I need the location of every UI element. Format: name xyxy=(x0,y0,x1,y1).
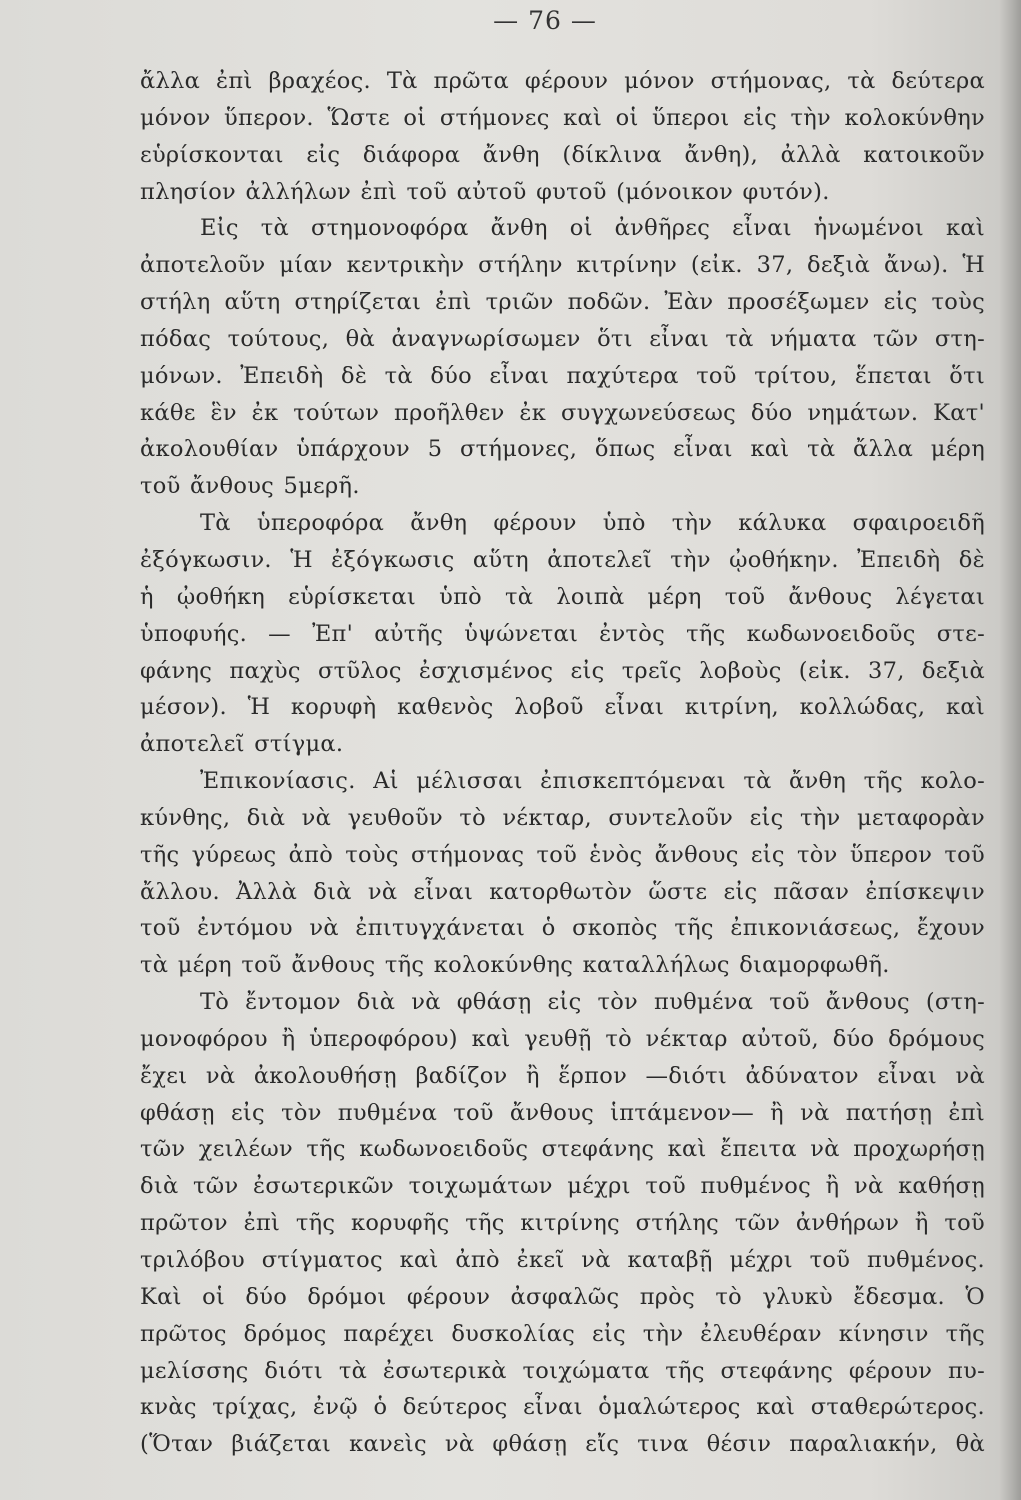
text-line: μονοφόρου ἢ ὑπεροφόρου) καὶ γευθῇ τὸ νέκταρ αὐτοῦ, δύο δρόμους xyxy=(140,1025,985,1052)
text-line: στήλη αὕτη στηρίζεται ἐπὶ τριῶν ποδῶν. Ἐὰν προσέξωμεν εἰς τοὺς xyxy=(140,289,985,316)
text-line: τριλόβου στίγματος καὶ ἀπὸ ἐκεῖ νὰ καταβῇ μέχρι τοῦ πυθμένος. xyxy=(140,1247,985,1273)
text-line: ἀκολουθίαν ὑπάρχουν 5 στήμονες, ὅπως εἶναι καὶ τὰ ἄλλα μέρη xyxy=(140,436,985,463)
text-line: πρῶτον ἐπὶ τῆς κορυφῆς τῆς κιτρίνης στήλης τῶν ἀνθήρων ἢ τοῦ xyxy=(140,1210,985,1237)
spine-shadow xyxy=(999,0,1021,1500)
text-line: Τὸ ἔντομον διὰ νὰ φθάσῃ εἰς τὸν πυθμένα τοῦ ἄνθους (στη- xyxy=(200,989,985,1016)
text-line: τῶν χειλέων τῆς κωδωνοειδοῦς στεφάνης καὶ ἔπειτα νὰ προχωρήσῃ xyxy=(140,1136,985,1163)
text-line: κύνθης, διὰ νὰ γευθοῦν τὸ νέκταρ, συντελοῦν εἰς τὴν μεταφορὰν xyxy=(140,804,985,831)
text-line: ἀποτελοῦν μίαν κεντρικὴν στήλην κιτρίνην (εἰκ. 37, δεξιὰ ἄνω). Ἡ xyxy=(140,252,985,279)
text-line: τὰ μέρη τοῦ ἄνθους τῆς κολοκύνθης καταλλήλως διαμορφωθῆ. xyxy=(140,952,890,979)
text-line: Τὰ ὑπεροφόρα ἄνθη φέρουν ὑπὸ τὴν κάλυκα σφαιροειδῆ xyxy=(200,510,985,537)
text-line: ἄλλου. Ἀλλὰ διὰ νὰ εἶναι κατορθωτὸν ὥστε εἰς πᾶσαν ἐπίσκεψιν xyxy=(140,878,985,905)
text-line: ἔχει νὰ ἀκολουθήσῃ βαδίζον ἢ ἕρπον —διότι ἀδύνατον εἶναι νὰ xyxy=(140,1062,985,1089)
text-line: διὰ τῶν ἐσωτερικῶν τοιχωμάτων μέχρι τοῦ πυθμένος ἢ νὰ καθήσῃ xyxy=(140,1173,985,1200)
text-line: κάθε ἓν ἐκ τούτων προῆλθεν ἐκ συγχωνεύσεως δύο νημάτων. Κατ' xyxy=(140,399,985,426)
text-line: Καὶ οἱ δύο δρόμοι φέρουν ἀσφαλῶς πρὸς τὸ γλυκὺ ἔδεσμα. Ὁ xyxy=(140,1283,985,1310)
text-line: μελίσσης διότι τὰ ἐσωτερικὰ τοιχώματα τῆς στεφάνης φέρουν πυ- xyxy=(140,1357,985,1384)
text-line: πλησίον ἀλλήλων ἐπὶ τοῦ αὐτοῦ φυτοῦ (μόνοικον φυτόν). xyxy=(140,178,830,205)
text-line: πρῶτος δρόμος παρέχει δυσκολίας εἰς τὴν ἐλευθέραν κίνησιν τῆς xyxy=(140,1320,985,1347)
text-line: τῆς γύρεως ἀπὸ τοὺς στήμονας τοῦ ἑνὸς ἄνθους εἰς τὸν ὕπερον τοῦ xyxy=(140,841,985,868)
text-line: μόνον ὕπερον. Ὥστε οἱ στήμονες καὶ οἱ ὕπεροι εἰς τὴν κολοκύνθην xyxy=(140,104,985,131)
text-line: κνὰς τρίχας, ἐνῷ ὁ δεύτερος εἶναι ὁμαλώτερος καὶ σταθερώτερος. xyxy=(140,1394,985,1421)
text-line: φάνης παχὺς στῦλος ἐσχισμένος εἰς τρεῖς λοβοὺς (εἰκ. 37, δεξιὰ xyxy=(140,657,985,684)
text-line: ὑποφυής. — Ἐπ' αὐτῆς ὑψώνεται ἐντὸς τῆς κωδωνοειδοῦς στε- xyxy=(140,620,985,647)
text-line: τοῦ ἐντόμου νὰ ἐπιτυγχάνεται ὁ σκοπὸς τῆς ἐπικονιάσεως, ἔχουν xyxy=(140,915,985,942)
text-line: μόνων. Ἐπειδὴ δὲ τὰ δύο εἶναι παχύτερα τοῦ τρίτου, ἕπεται ὅτι xyxy=(140,362,985,389)
text-line: μέσον). Ἡ κορυφὴ καθενὸς λοβοῦ εἶναι κιτρίνη, κολλώδας, καὶ xyxy=(140,694,985,721)
text-line: (Ὅταν βιάζεται κανεὶς νὰ φθάσῃ εἴς τινα θέσιν παραλιακήν, θὰ xyxy=(140,1431,985,1458)
text-line: Ἐπικονίασις. Αἱ μέλισσαι ἐπισκεπτόμεναι τὰ ἄνθη τῆς κολο- xyxy=(200,768,985,795)
text-line: Εἰς τὰ στημονοφόρα ἄνθη οἱ ἀνθῆρες εἶναι ἡνωμένοι καὶ xyxy=(200,215,985,242)
body-text xyxy=(140,63,985,1463)
text-line: πόδας τούτους, θὰ ἀναγνωρίσωμεν ὅτι εἶναι τὰ νήματα τῶν στη- xyxy=(140,325,985,352)
text-line: τοῦ ἄνθους 5μερῆ. xyxy=(140,473,360,500)
text-line: εὑρίσκονται εἰς διάφορα ἄνθη (δίκλινα ἄνθη), ἀλλὰ κατοικοῦν xyxy=(140,141,985,168)
text-line: ἐξόγκωσιν. Ἡ ἐξόγκωσις αὕτη ἀποτελεῖ τὴν ᾠοθήκην. Ἐπειδὴ δὲ xyxy=(140,546,985,573)
text-line: ἡ ᾠοθήκη εὑρίσκεται ὑπὸ τὰ λοιπὰ μέρη τοῦ ἄνθους λέγεται xyxy=(140,583,985,610)
text-line: ἄλλα ἐπὶ βραχέος. Τὰ πρῶτα φέρουν μόνον στήμονας, τὰ δεύτερα xyxy=(140,68,985,94)
text-line: φθάσῃ εἰς τὸν πυθμένα τοῦ ἄνθους ἱπτάμενον— ἢ νὰ πατήσῃ ἐπὶ xyxy=(140,1099,985,1126)
text-line: ἀποτελεῖ στίγμα. xyxy=(140,731,344,758)
page-number: — 76 — xyxy=(493,6,597,35)
